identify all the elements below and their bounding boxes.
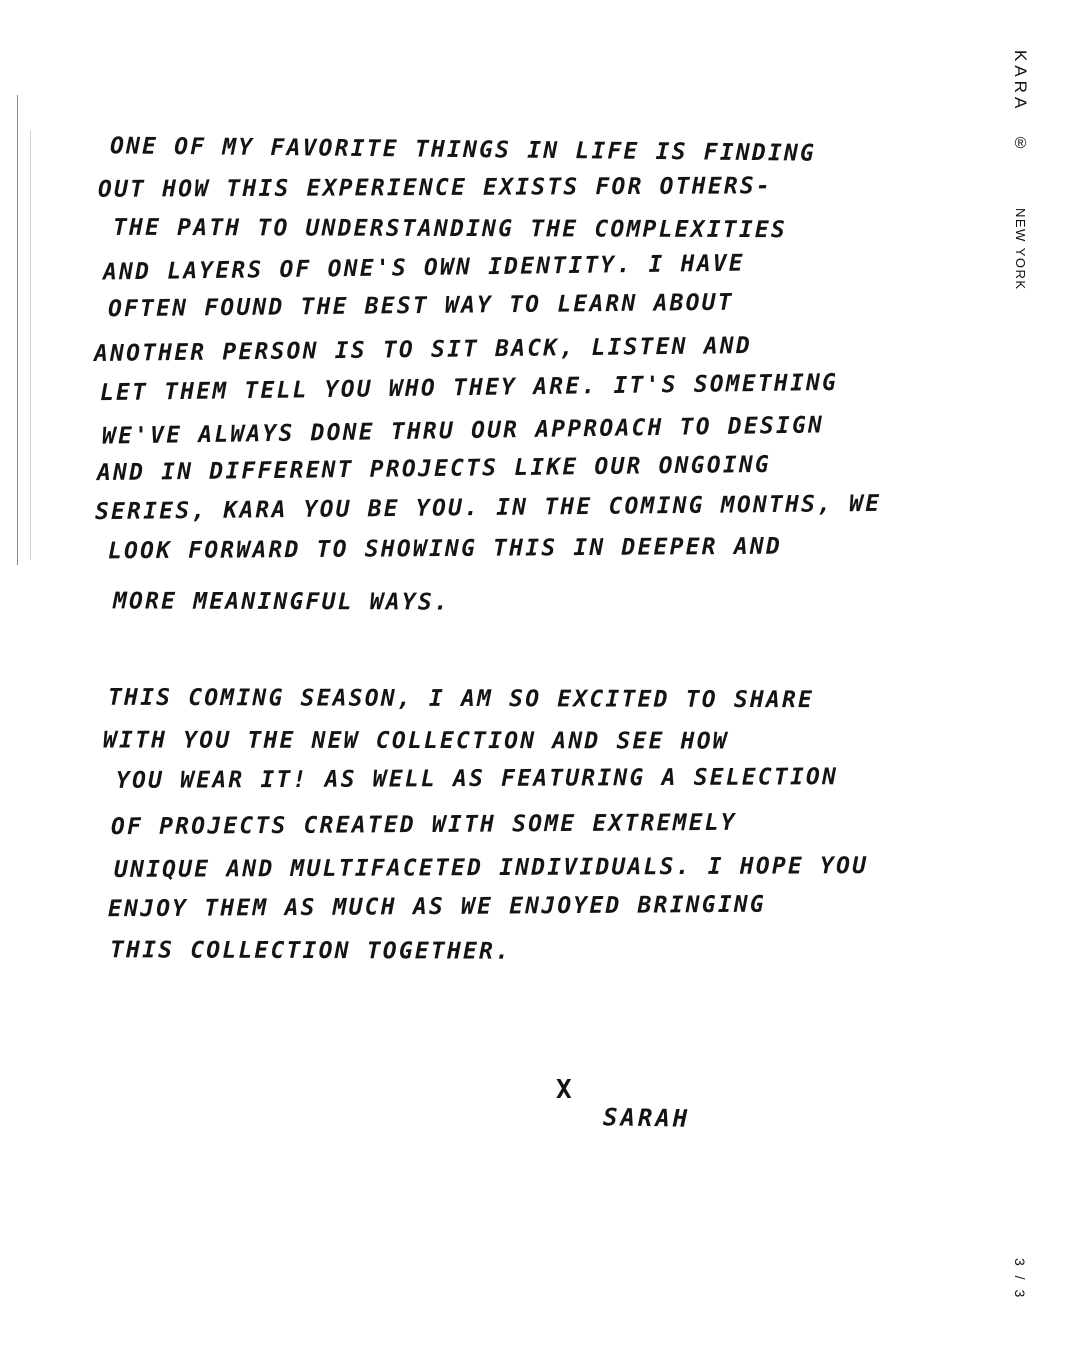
letter-line: OUT HOW THIS EXPERIENCE EXISTS FOR OTHERS- [97,173,773,203]
letter-line: UNIQUE AND MULTIFACETED INDIVIDUALS. I HOPE YOU [113,853,869,883]
letter-line: ONE OF MY FAVORITE THINGS IN LIFE IS FINDING [109,133,817,167]
letter-line: THIS COLLECTION TOGETHER. [109,937,512,965]
brand-name: KARA [1011,50,1030,113]
letter-line: YOU WEAR IT! AS WELL AS FEATURING A SELECTION [115,764,839,794]
letter-line: AND LAYERS OF ONE'S OWN IDENTITY. I HAVE [102,250,746,286]
page-indicator: 3 / 3 [1012,1258,1028,1301]
letter-line: OFTEN FOUND THE BEST WAY TO LEARN ABOUT [107,289,734,323]
letter-line: MORE MEANINGFUL WAYS. [112,588,451,616]
scan-edge-line [17,95,18,565]
letter-line: THIS COMING SEASON, I AM SO EXCITED TO SHARE [107,684,815,714]
letter-line: WE'VE ALWAYS DONE THRU OUR APPROACH TO DESIGN [101,412,825,450]
letter-line: ENJOY THEM AS MUCH AS WE ENJOYED BRINGING [107,891,767,923]
side-brand [1010,50,1030,156]
signature: SARAH [602,1103,691,1133]
signoff-mark: X [556,1075,572,1105]
scan-edge-line-faint [30,130,31,560]
letter-line: LOOK FORWARD TO SHOWING THIS IN DEEPER AND [107,533,783,565]
letter-line: AND IN DIFFERENT PROJECTS LIKE OUR ONGOING [96,451,772,487]
letter-line: ANOTHER PERSON IS TO SIT BACK, LISTEN AND [93,332,753,368]
side-rail [1010,0,1080,1350]
registered-mark: ® [1012,135,1029,157]
letter-line: LET THEM TELL YOU WHO THEY ARE. IT'S SOMETHING [99,369,839,407]
letter-line: OF PROJECTS CREATED WITH SOME EXTREMELY [110,809,737,841]
letter-line: WITH YOU THE NEW COLLECTION AND SEE HOW [102,727,729,755]
letter-line: SERIES, KARA YOU BE YOU. IN THE COMING MONTHS, WE [94,490,882,526]
letter-line: THE PATH TO UNDERSTANDING THE COMPLEXITIES [112,214,788,244]
side-city: NEW YORK [1013,208,1028,291]
